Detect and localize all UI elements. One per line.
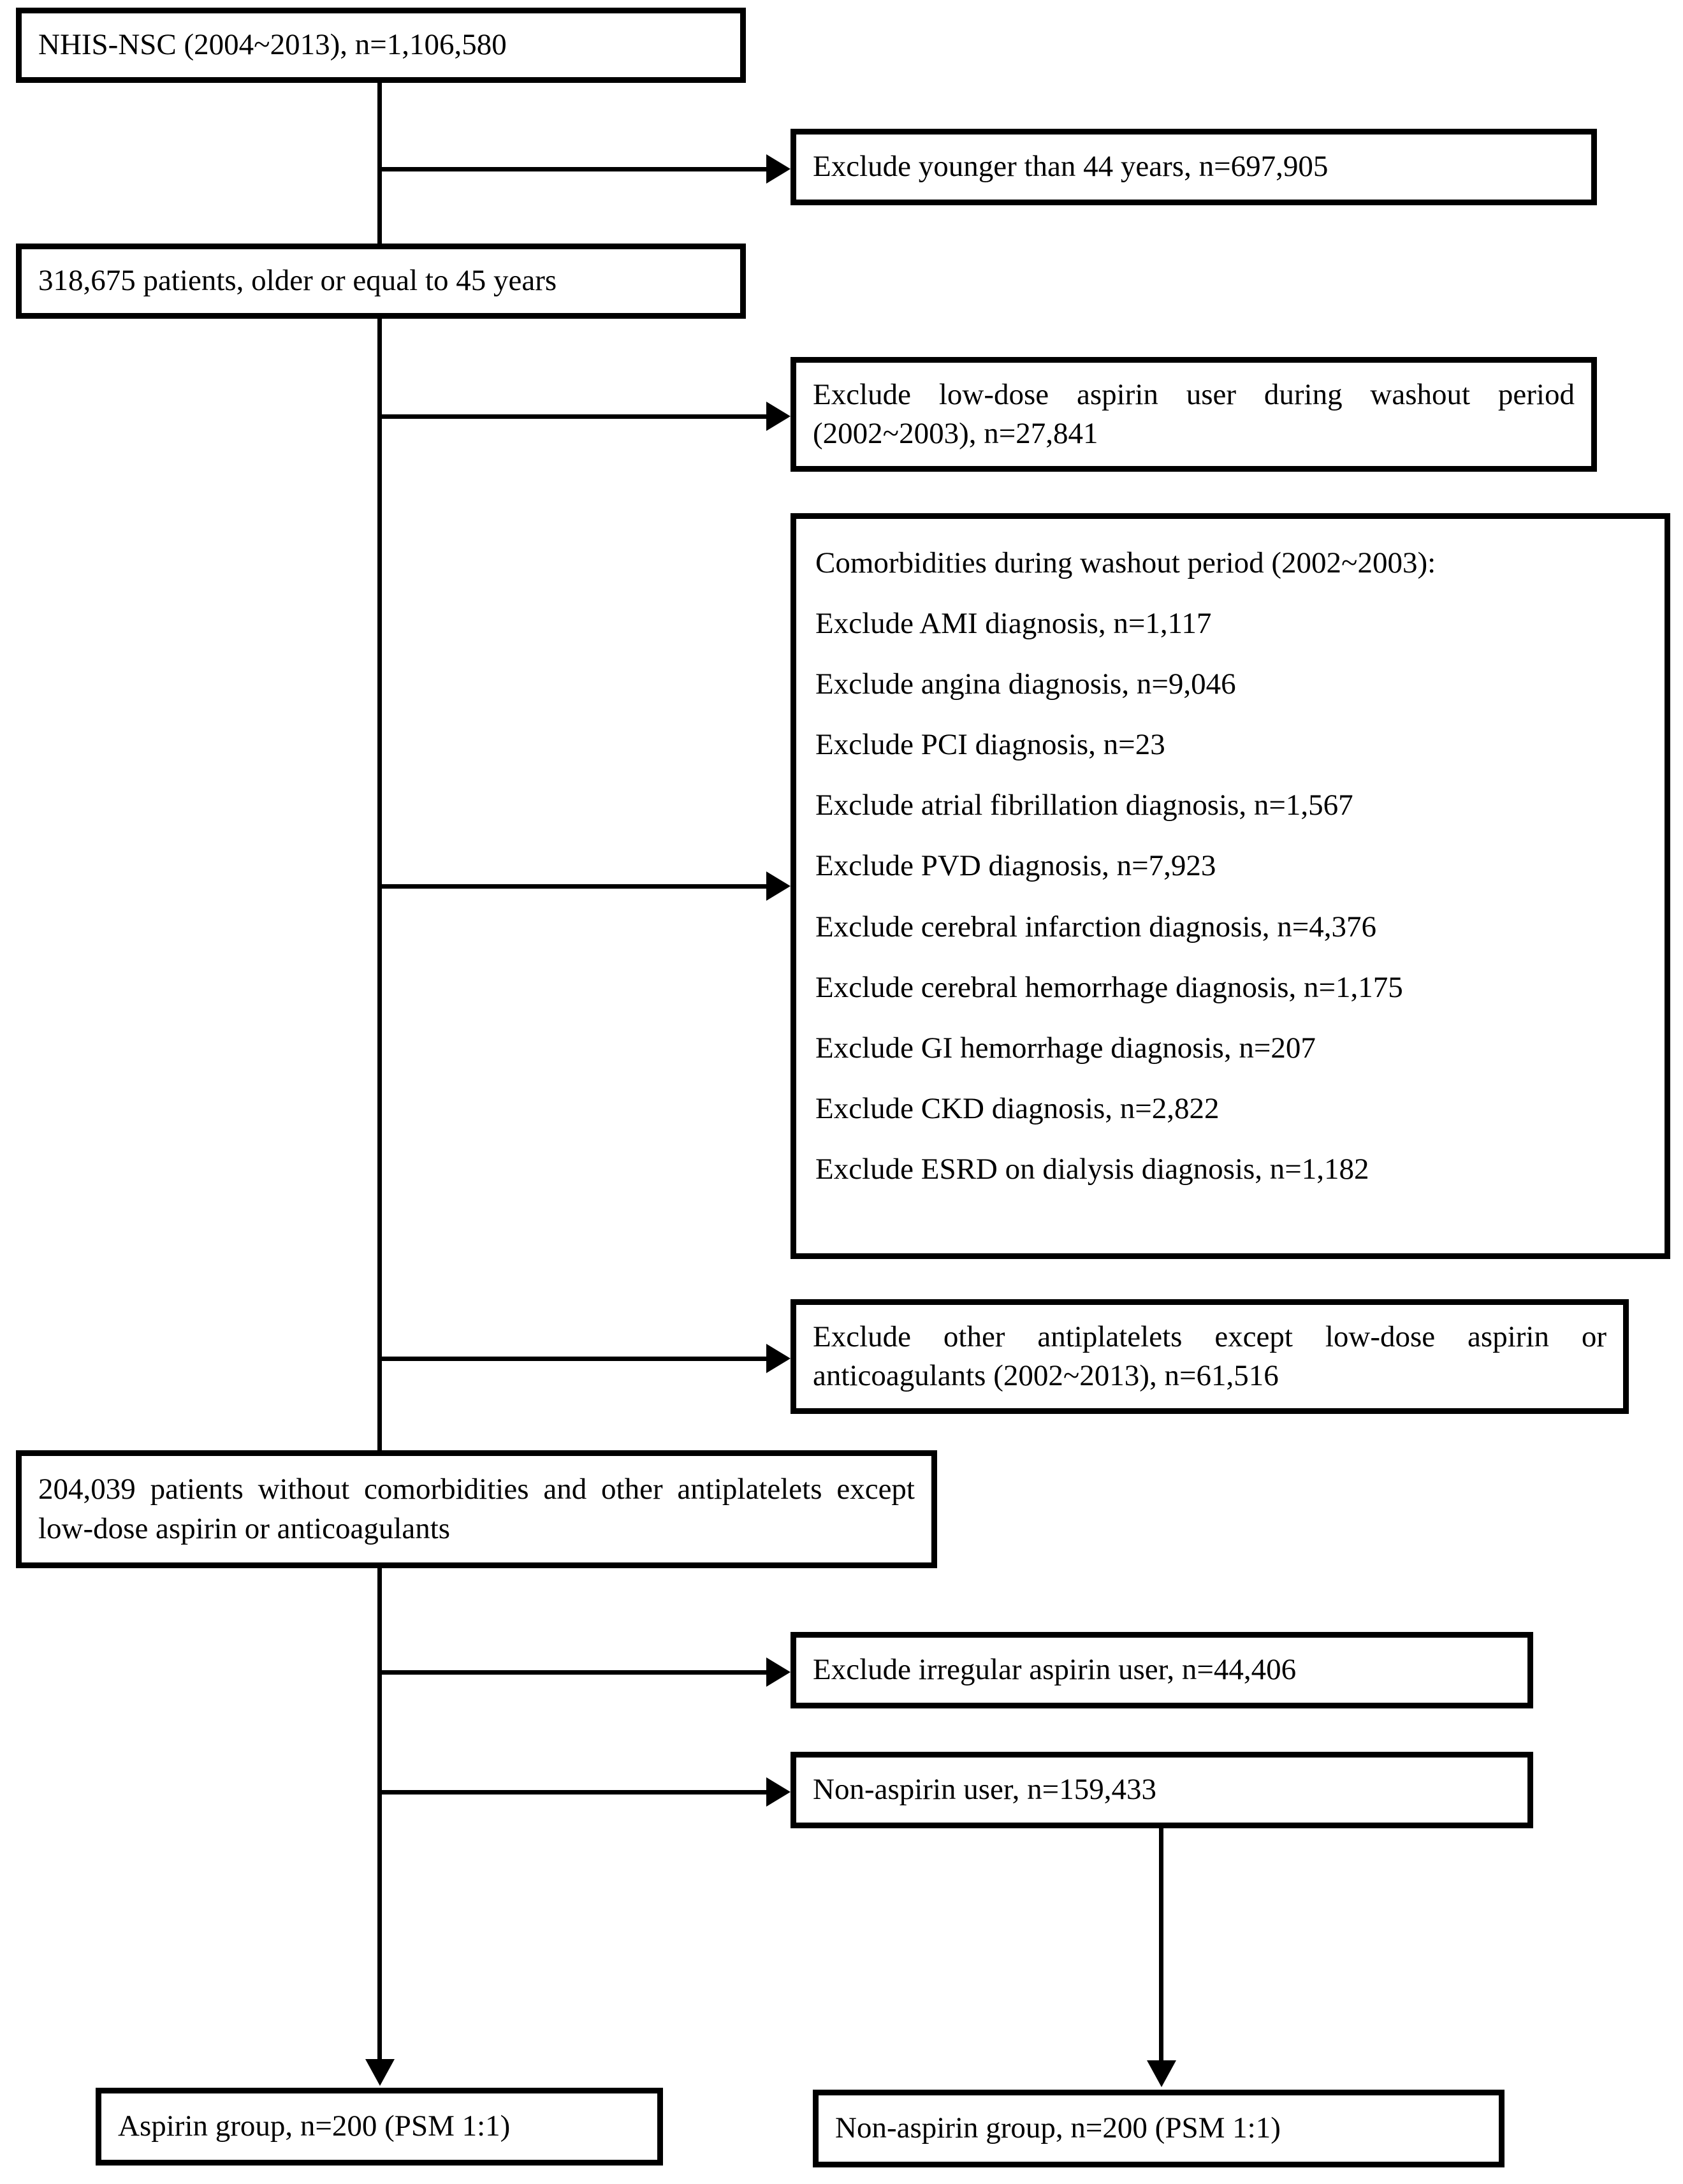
arrowhead-non-aspirin-user: [766, 1777, 790, 1807]
connector-source-to-cohort45: [377, 83, 382, 244]
node-comorbidities: [790, 513, 1670, 1259]
node-cohort-204039: [16, 1450, 937, 1568]
node-exclude-age-label: Exclude younger than 44 years, n=697,905: [813, 150, 1329, 184]
node-exclude-irregular-aspirin-label: Exclude irregular aspirin user, n=44,406: [813, 1653, 1297, 1687]
connector-branch-other-antiplatelets: [377, 1357, 771, 1361]
node-exclude-other-antiplatelets: [790, 1299, 1629, 1414]
node-cohort-204039-label: 204,039 patients without comorbidities and other antiplatelets except low-dose aspirin or anticoagulants: [38, 1473, 922, 1545]
node-aspirin-group-label: Aspirin group, n=200 (PSM 1:1): [118, 2109, 511, 2143]
connector-cohort-to-aspirin-group: [377, 1568, 382, 2075]
node-cohort-45: [16, 244, 746, 319]
node-non-aspirin-user: [790, 1752, 1533, 1828]
arrowhead-comorbidities: [766, 871, 790, 901]
node-cohort-45-label: 318,675 patients, older or equal to 45 years: [38, 264, 557, 298]
node-exclude-washout-aspirin-label: Exclude low-dose aspirin user during washout period (2002~2003), n=27,841: [813, 377, 1582, 450]
node-comorbidity-item: Exclude AMI diagnosis, n=1,117: [815, 607, 1212, 641]
node-comorbidity-item: Exclude PVD diagnosis, n=7,923: [815, 849, 1216, 883]
node-exclude-irregular-aspirin: [790, 1632, 1533, 1708]
node-comorbidity-item: Exclude cerebral infarction diagnosis, n=4,376: [815, 910, 1377, 943]
arrowhead-non-aspirin-group: [1147, 2060, 1176, 2087]
node-comorbidity-item: Exclude angina diagnosis, n=9,046: [815, 667, 1236, 701]
node-aspirin-group: [96, 2088, 663, 2166]
node-comorbidity-item: Exclude atrial fibrillation diagnosis, n=1,567: [815, 789, 1353, 822]
node-comorbidity-item: Exclude PCI diagnosis, n=23: [815, 728, 1165, 762]
node-exclude-other-antiplatelets-label: Exclude other antiplatelets except low-dose aspirin or anticoagulants (2002~2013), n=61,516: [813, 1320, 1614, 1392]
connector-branch-non-aspirin-user: [377, 1790, 771, 1795]
arrowhead-aspirin-group: [365, 2059, 395, 2086]
arrowhead-exclude-irregular: [766, 1657, 790, 1687]
connector-branch-exclude-irregular: [377, 1670, 771, 1675]
node-comorbidity-item: Exclude CKD diagnosis, n=2,822: [815, 1091, 1220, 1125]
node-non-aspirin-group-label: Non-aspirin group, n=200 (PSM 1:1): [835, 2111, 1281, 2145]
node-comorbidity-item: Exclude cerebral hemorrhage diagnosis, n=1,175: [815, 970, 1403, 1004]
node-exclude-washout-aspirin: [790, 357, 1597, 472]
node-non-aspirin-group: [813, 2090, 1504, 2167]
node-source-cohort-label: NHIS-NSC (2004~2013), n=1,106,580: [38, 28, 507, 62]
connector-branch-washout-aspirin: [377, 414, 771, 419]
arrowhead-other-antiplatelets: [766, 1344, 790, 1373]
connector-branch-comorbidities: [377, 884, 771, 889]
connector-branch-exclude-age: [377, 167, 771, 171]
node-source-cohort: [16, 8, 746, 83]
node-non-aspirin-user-label: Non-aspirin user, n=159,433: [813, 1773, 1156, 1807]
arrowhead-exclude-age: [766, 154, 790, 184]
node-comorbidity-item: Exclude ESRD on dialysis diagnosis, n=1,182: [815, 1152, 1369, 1186]
node-comorbidity-item: Exclude GI hemorrhage diagnosis, n=207: [815, 1031, 1316, 1065]
connector-user-to-non-aspirin-group: [1159, 1828, 1163, 2078]
node-exclude-age: [790, 129, 1597, 205]
arrowhead-washout-aspirin: [766, 402, 790, 431]
node-comorbidities-header: Comorbidities during washout period (2002~2003):: [815, 546, 1436, 579]
